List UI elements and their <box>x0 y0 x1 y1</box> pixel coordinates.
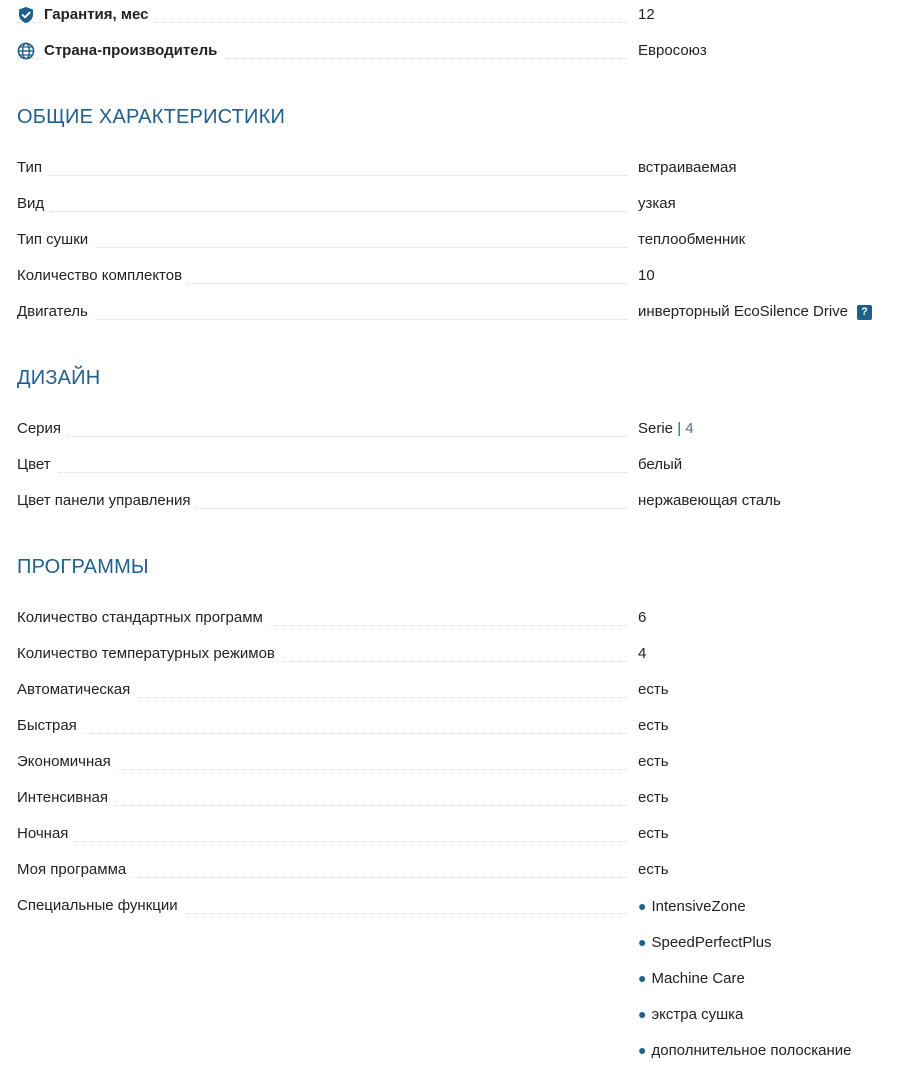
spec-label: Серия <box>17 415 67 443</box>
spec-row <box>17 640 887 676</box>
special-function-item: ● экстра сушка <box>638 1006 744 1023</box>
spec-label: Количество комплектов <box>17 262 188 290</box>
shield-check-icon <box>17 6 35 24</box>
special-function-item: ● Machine Care <box>638 970 745 987</box>
dotted-leader <box>17 841 627 842</box>
spec-label: Тип сушки <box>17 226 94 254</box>
spec-value <box>638 298 872 326</box>
spec-row-warranty <box>17 1 887 37</box>
spec-value: 10 <box>638 267 655 284</box>
spec-label: Количество стандартных программ <box>17 604 269 632</box>
special-function-item: ● дополнительное полоскание <box>638 1042 852 1059</box>
spec-label: Экономичная <box>17 748 117 776</box>
spec-row <box>17 451 887 487</box>
spec-value: есть <box>638 717 669 734</box>
spec-row <box>17 712 887 748</box>
spec-label: Быстрая <box>17 712 83 740</box>
bullet-icon: ● <box>638 898 647 914</box>
series-name: Serie <box>638 420 678 437</box>
spec-row <box>17 856 887 892</box>
spec-label: Двигатель <box>17 298 94 326</box>
spec-label: Интенсивная <box>17 784 114 812</box>
spec-label: Страна-производитель <box>44 37 223 65</box>
series-number: 4 <box>681 420 694 437</box>
spec-value: есть <box>638 753 669 770</box>
spec-value: белый <box>638 456 683 473</box>
spec-row <box>17 820 887 856</box>
spec-label: Цвет <box>17 451 57 479</box>
spec-label: Автоматическая <box>17 676 136 704</box>
spec-row <box>17 154 887 190</box>
bullet-icon: ● <box>638 1006 647 1022</box>
spec-value: Евросоюз <box>638 42 707 59</box>
spec-row <box>17 190 887 226</box>
dotted-leader <box>17 175 627 176</box>
spec-row <box>17 748 887 784</box>
spec-row-country <box>17 37 887 73</box>
engine-value-text: инверторный EcoSilence Drive <box>638 303 849 320</box>
spec-value: теплообменник <box>638 231 746 248</box>
spec-value: встраиваемая <box>638 159 737 176</box>
spec-row-special-functions <box>17 892 887 928</box>
help-icon[interactable]: ? <box>857 305 872 320</box>
spec-value: 12 <box>638 6 655 23</box>
spec-value: нержавеющая сталь <box>638 492 781 509</box>
section-title-general: ОБЩИЕ ХАРАКТЕРИСТИКИ <box>17 106 286 128</box>
spec-label: Цвет панели управления <box>17 487 196 515</box>
dotted-leader <box>17 247 627 248</box>
dotted-leader <box>17 733 627 734</box>
series-pipe: | <box>677 420 682 437</box>
spec-value: есть <box>638 681 669 698</box>
spec-value: узкая <box>638 195 676 212</box>
dotted-leader <box>17 211 627 212</box>
spec-value: есть <box>638 789 669 806</box>
spec-label: Количество температурных режимов <box>17 640 281 668</box>
section-title-design: ДИЗАЙН <box>17 367 101 389</box>
spec-row-engine <box>17 298 887 334</box>
spec-label: Ночная <box>17 820 74 848</box>
spec-value: 6 <box>638 609 647 626</box>
bullet-icon: ● <box>638 970 647 986</box>
special-function-item: ● SpeedPerfectPlus <box>638 934 772 951</box>
spec-row <box>17 226 887 262</box>
spec-value <box>638 415 694 443</box>
spec-value: есть <box>638 825 669 842</box>
special-function-item: ● IntensiveZone <box>638 898 746 915</box>
spec-row <box>17 604 887 640</box>
spec-label: Тип <box>17 154 48 182</box>
spec-row <box>17 676 887 712</box>
spec-label: Специальные функции <box>17 892 184 920</box>
bullet-icon: ● <box>638 934 647 950</box>
section-title-programs: ПРОГРАММЫ <box>17 556 149 578</box>
spec-value: есть <box>638 861 669 878</box>
spec-label: Вид <box>17 190 50 218</box>
spec-row <box>17 262 887 298</box>
spec-row-series <box>17 415 887 451</box>
dotted-leader <box>17 319 627 320</box>
spec-row <box>17 784 887 820</box>
spec-label: Гарантия, мес <box>44 1 154 29</box>
bullet-icon: ● <box>638 1042 647 1058</box>
globe-icon <box>17 42 35 60</box>
spec-row <box>17 487 887 523</box>
spec-label: Моя программа <box>17 856 132 884</box>
dotted-leader <box>17 436 627 437</box>
spec-value: 4 <box>638 645 647 662</box>
dotted-leader <box>17 472 627 473</box>
